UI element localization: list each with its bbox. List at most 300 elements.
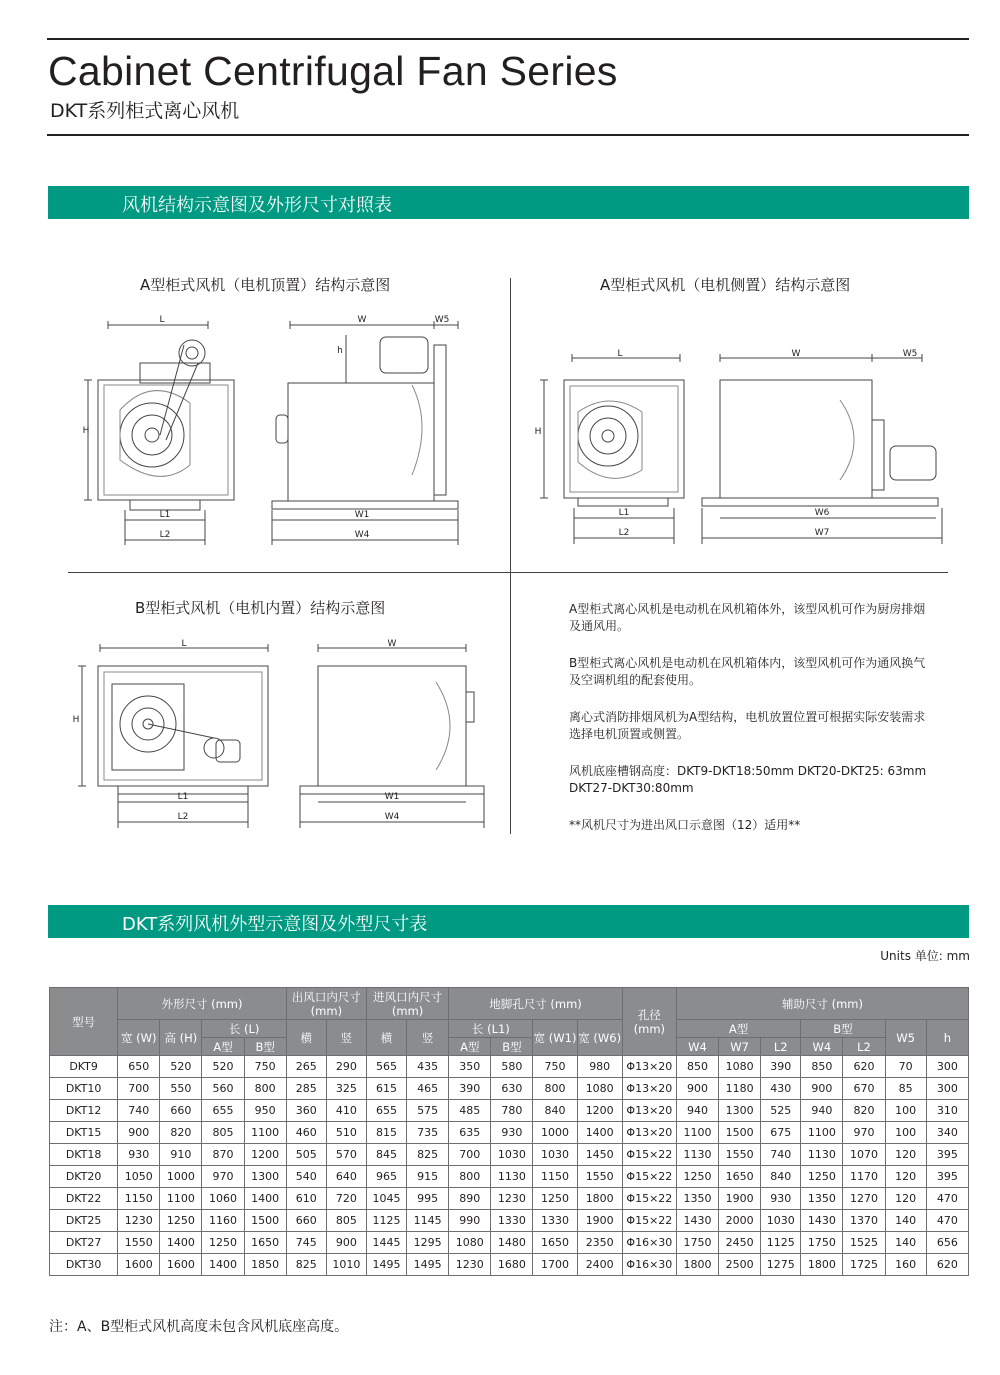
units-label: Units 单位: mm <box>880 949 970 963</box>
table-cell: 780 <box>491 1100 533 1122</box>
table-cell: 395 <box>926 1144 968 1166</box>
table-cell: 120 <box>885 1166 926 1188</box>
table-row <box>50 1100 969 1122</box>
dimensions-table <box>49 987 969 1276</box>
th-a-w7: W7 <box>719 1038 761 1056</box>
dim-L-side: L <box>617 349 623 359</box>
table-cell: 470 <box>926 1210 968 1232</box>
table-cell: 950 <box>244 1100 286 1122</box>
model-cell: DKT10 <box>50 1078 118 1100</box>
table-cell: 995 <box>407 1188 449 1210</box>
table-cell: 520 <box>202 1056 244 1078</box>
dim-L2-b: L2 <box>177 812 189 822</box>
table-cell: 620 <box>843 1056 885 1078</box>
table-cell: 820 <box>160 1122 202 1144</box>
th-inlet-horizontal: 横 <box>366 1020 406 1056</box>
model-cell: DKT22 <box>50 1188 118 1210</box>
table-cell: 1350 <box>801 1188 843 1210</box>
table-cell: 1130 <box>676 1144 718 1166</box>
dim-L2-side: L2 <box>618 528 630 538</box>
table-cell: 900 <box>801 1078 843 1100</box>
dim-W6: W6 <box>814 508 830 518</box>
table-cell: 745 <box>286 1232 326 1254</box>
th-aux-type-a: A型 <box>676 1020 800 1038</box>
table-cell: 505 <box>286 1144 326 1166</box>
dim-W4: W4 <box>354 530 370 540</box>
th-b-l2: L2 <box>843 1038 885 1056</box>
table-cell: 340 <box>926 1122 968 1144</box>
table-cell: 120 <box>885 1144 926 1166</box>
note-a-type: A型柜式离心风机是电动机在风机箱体外，该型风机可作为厨房排烟及通风用。 <box>569 602 926 633</box>
table-cell: 1100 <box>801 1122 843 1144</box>
table-cell: 910 <box>160 1144 202 1166</box>
table-cell: 1525 <box>843 1232 885 1254</box>
table-cell: 805 <box>202 1122 244 1144</box>
dim-W4-b: W4 <box>384 812 400 822</box>
table-cell: 1350 <box>676 1188 718 1210</box>
table-cell: Φ13×20 <box>622 1078 676 1100</box>
table-cell: 700 <box>449 1144 491 1166</box>
dim-L-b: L <box>181 639 187 649</box>
table-cell: 675 <box>761 1122 801 1144</box>
note-b-type: B型柜式离心风机是电动机在风机箱体内，该型风机可作为通风换气及空调机组的配套使用。 <box>569 656 926 687</box>
th-width: 宽 (W) <box>118 1020 160 1056</box>
table-cell: 1495 <box>366 1254 406 1276</box>
table-cell: 1000 <box>533 1122 577 1144</box>
table-row <box>50 1254 969 1276</box>
table-cell: 560 <box>202 1078 244 1100</box>
table-cell: 840 <box>533 1100 577 1122</box>
th-aux-type-b: B型 <box>801 1020 885 1038</box>
table-cell: 1200 <box>577 1100 622 1122</box>
table-cell: 735 <box>407 1122 449 1144</box>
table-cell: 2500 <box>719 1254 761 1276</box>
table-cell: 1130 <box>801 1144 843 1166</box>
dim-H-b: H <box>72 715 80 725</box>
table-cell: 2000 <box>719 1210 761 1232</box>
table-cell: 290 <box>326 1056 366 1078</box>
table-cell: Φ15×22 <box>622 1166 676 1188</box>
table-cell: 1000 <box>160 1166 202 1188</box>
table-cell: 1550 <box>719 1144 761 1166</box>
table-cell: 1400 <box>577 1122 622 1144</box>
dim-W1: W1 <box>354 510 370 520</box>
dim-W5-side: W5 <box>902 349 918 359</box>
th-h: h <box>926 1020 968 1056</box>
diagram-divider-horizontal <box>68 572 948 573</box>
table-cell: 750 <box>244 1056 286 1078</box>
table-cell: 120 <box>885 1188 926 1210</box>
th-w5: W5 <box>885 1020 926 1056</box>
table-cell: 800 <box>244 1078 286 1100</box>
table-cell: 1130 <box>491 1166 533 1188</box>
dim-H: H <box>82 426 90 436</box>
page-title-cn: DKT系列柜式离心风机 <box>50 100 240 122</box>
table-cell: 1030 <box>491 1144 533 1166</box>
table-cell: 1300 <box>244 1166 286 1188</box>
table-cell: 1300 <box>719 1100 761 1122</box>
table-cell: 1150 <box>118 1188 160 1210</box>
table-cell: 800 <box>533 1078 577 1100</box>
th-b-w4: W4 <box>801 1038 843 1056</box>
diagram-a-side-title: A型柜式风机（电机侧置）结构示意图 <box>600 276 851 294</box>
table-cell: 1080 <box>719 1056 761 1078</box>
table-cell: 1100 <box>676 1122 718 1144</box>
table-cell: 900 <box>118 1122 160 1144</box>
table-cell: 990 <box>449 1210 491 1232</box>
table-cell: 1160 <box>202 1210 244 1232</box>
table-cell: 1250 <box>676 1166 718 1188</box>
th-outlet: 出风口内尺寸 (mm) <box>286 988 366 1020</box>
dim-H-side: H <box>534 427 542 437</box>
table-cell: 1250 <box>801 1166 843 1188</box>
th-hole-dia: 孔径 (mm) <box>622 988 676 1056</box>
th-length-l1: 长 (L1) <box>449 1020 533 1038</box>
table-cell: 1080 <box>449 1232 491 1254</box>
table-cell: 965 <box>366 1166 406 1188</box>
table-cell: 100 <box>885 1100 926 1122</box>
th-outlet-horizontal: 横 <box>286 1020 326 1056</box>
dim-W-side: W <box>791 349 801 359</box>
dim-W7: W7 <box>814 528 830 538</box>
section-structure-band <box>48 186 969 219</box>
table-cell: Φ15×22 <box>622 1144 676 1166</box>
table-cell: 630 <box>491 1078 533 1100</box>
table-cell: 1100 <box>244 1122 286 1144</box>
table-cell: 970 <box>202 1166 244 1188</box>
table-cell: 1050 <box>118 1166 160 1188</box>
model-cell: DKT27 <box>50 1232 118 1254</box>
table-cell: 160 <box>885 1254 926 1276</box>
table-cell: 1750 <box>801 1232 843 1254</box>
table-cell: 1230 <box>491 1188 533 1210</box>
table-cell: 1150 <box>533 1166 577 1188</box>
dim-h: h <box>337 346 343 356</box>
table-cell: 1800 <box>676 1254 718 1276</box>
table-cell: 410 <box>326 1100 366 1122</box>
table-cell: 1900 <box>577 1210 622 1232</box>
dim-W-b: W <box>387 639 397 649</box>
section-dimensions-band <box>48 905 969 938</box>
table-cell: 1600 <box>118 1254 160 1276</box>
table-cell: 1030 <box>533 1144 577 1166</box>
table-cell: 485 <box>449 1100 491 1122</box>
table-row <box>50 1210 969 1232</box>
table-cell: 390 <box>449 1078 491 1100</box>
table-row <box>50 1188 969 1210</box>
table-cell: 1295 <box>407 1232 449 1254</box>
table-cell: 1700 <box>533 1254 577 1276</box>
table-cell: 825 <box>407 1144 449 1166</box>
table-cell: 430 <box>761 1078 801 1100</box>
table-cell: 820 <box>843 1100 885 1122</box>
table-cell: 1230 <box>118 1210 160 1232</box>
table-cell: 1330 <box>491 1210 533 1232</box>
table-cell: 1400 <box>202 1254 244 1276</box>
table-cell: 870 <box>202 1144 244 1166</box>
table-cell: 740 <box>761 1144 801 1166</box>
table-cell: 635 <box>449 1122 491 1144</box>
table-cell: 2350 <box>577 1232 622 1254</box>
table-cell: 1370 <box>843 1210 885 1232</box>
table-cell: 1330 <box>533 1210 577 1232</box>
table-cell: 1400 <box>244 1188 286 1210</box>
th-inlet-vertical: 竖 <box>407 1020 449 1056</box>
table-cell: 980 <box>577 1056 622 1078</box>
table-cell: 525 <box>761 1100 801 1122</box>
diagram-b-front-view <box>68 640 288 835</box>
note-fire-exhaust: 离心式消防排烟风机为A型结构，电机放置位置可根据实际安装需求选择电机顶置或侧置。 <box>569 710 926 741</box>
th-l1-type-a: A型 <box>449 1038 491 1056</box>
table-cell: Φ13×20 <box>622 1100 676 1122</box>
model-cell: DKT20 <box>50 1166 118 1188</box>
table-cell: 1250 <box>202 1232 244 1254</box>
table-cell: 1480 <box>491 1232 533 1254</box>
table-cell: 460 <box>286 1122 326 1144</box>
table-cell: 1500 <box>719 1122 761 1144</box>
table-cell: 1270 <box>843 1188 885 1210</box>
model-cell: DKT25 <box>50 1210 118 1232</box>
dim-L1-side: L1 <box>618 508 630 518</box>
dim-L2: L2 <box>159 530 171 540</box>
th-l1-type-b: B型 <box>491 1038 533 1056</box>
table-cell: 300 <box>926 1078 968 1100</box>
table-row <box>50 1232 969 1254</box>
diagram-divider-vertical <box>510 278 511 834</box>
table-cell: 1850 <box>244 1254 286 1276</box>
table-cell: 800 <box>449 1166 491 1188</box>
th-width-w6: 宽 (W6) <box>577 1020 622 1056</box>
table-row <box>50 1122 969 1144</box>
th-outline: 外形尺寸 (mm) <box>118 988 287 1020</box>
table-cell: 540 <box>286 1166 326 1188</box>
table-cell: 570 <box>326 1144 366 1166</box>
table-cell: 465 <box>407 1078 449 1100</box>
table-cell: 550 <box>160 1078 202 1100</box>
table-cell: 395 <box>926 1166 968 1188</box>
table-cell: 1010 <box>326 1254 366 1276</box>
table-cell: 1800 <box>577 1188 622 1210</box>
table-cell: 140 <box>885 1232 926 1254</box>
diagram-a-top-title: A型柜式风机（电机顶置）结构示意图 <box>140 276 391 294</box>
model-cell: DKT12 <box>50 1100 118 1122</box>
table-cell: Φ16×30 <box>622 1254 676 1276</box>
table-cell: 2450 <box>719 1232 761 1254</box>
table-cell: 1725 <box>843 1254 885 1276</box>
table-cell: 1430 <box>801 1210 843 1232</box>
table-cell: 1125 <box>366 1210 406 1232</box>
table-cell: 1030 <box>761 1210 801 1232</box>
table-row <box>50 1144 969 1166</box>
table-cell: 1495 <box>407 1254 449 1276</box>
table-cell: 900 <box>676 1078 718 1100</box>
table-cell: Φ13×20 <box>622 1056 676 1078</box>
table-cell: 1200 <box>244 1144 286 1166</box>
table-cell: 1080 <box>577 1078 622 1100</box>
table-cell: 1650 <box>244 1232 286 1254</box>
diagram-a-top-front-view <box>80 315 250 550</box>
table-cell: 1275 <box>761 1254 801 1276</box>
table-cell: 940 <box>801 1100 843 1122</box>
th-outlet-vertical: 竖 <box>326 1020 366 1056</box>
table-cell: 700 <box>118 1078 160 1100</box>
th-model: 型号 <box>50 988 118 1056</box>
note-applicability: **风机尺寸为进出风口示意图（12）适用** <box>569 818 801 832</box>
table-cell: 575 <box>407 1100 449 1122</box>
table-cell: 615 <box>366 1078 406 1100</box>
table-cell: 1650 <box>719 1166 761 1188</box>
model-cell: DKT18 <box>50 1144 118 1166</box>
table-cell: 70 <box>885 1056 926 1078</box>
table-cell: 520 <box>160 1056 202 1078</box>
top-rule <box>47 38 969 40</box>
table-cell: 1680 <box>491 1254 533 1276</box>
table-cell: 930 <box>491 1122 533 1144</box>
table-cell: Φ13×20 <box>622 1122 676 1144</box>
table-cell: 565 <box>366 1056 406 1078</box>
table-cell: 1180 <box>719 1078 761 1100</box>
dim-W1-b: W1 <box>384 792 400 802</box>
table-cell: 970 <box>843 1122 885 1144</box>
table-cell: 390 <box>761 1056 801 1078</box>
table-cell: 900 <box>326 1232 366 1254</box>
th-height: 高 (H) <box>160 1020 202 1056</box>
table-cell: 1250 <box>533 1188 577 1210</box>
model-cell: DKT30 <box>50 1254 118 1276</box>
table-cell: 350 <box>449 1056 491 1078</box>
th-length-type-b: B型 <box>244 1038 286 1056</box>
table-cell: 1100 <box>160 1188 202 1210</box>
table-cell: 1550 <box>577 1166 622 1188</box>
table-cell: 850 <box>676 1056 718 1078</box>
dim-W5: W5 <box>434 315 450 325</box>
table-cell: 470 <box>926 1188 968 1210</box>
table-cell: 1450 <box>577 1144 622 1166</box>
table-cell: 656 <box>926 1232 968 1254</box>
table-cell: 1650 <box>533 1232 577 1254</box>
table-cell: 720 <box>326 1188 366 1210</box>
table-cell: 930 <box>761 1188 801 1210</box>
table-cell: 840 <box>761 1166 801 1188</box>
table-cell: 435 <box>407 1056 449 1078</box>
table-cell: 1045 <box>366 1188 406 1210</box>
table-cell: 2400 <box>577 1254 622 1276</box>
table-cell: 1145 <box>407 1210 449 1232</box>
table-cell: 655 <box>202 1100 244 1122</box>
table-cell: 100 <box>885 1122 926 1144</box>
table-cell: 1400 <box>160 1232 202 1254</box>
note-base-channel: 风机底座槽钢高度：DKT9-DKT18:50mm DKT20-DKT25: 63mm DKT27-DKT30:80mm <box>569 764 927 795</box>
table-cell: 1445 <box>366 1232 406 1254</box>
structure-notes <box>569 601 929 854</box>
table-cell: 265 <box>286 1056 326 1078</box>
table-cell: 850 <box>801 1056 843 1078</box>
table-cell: 285 <box>286 1078 326 1100</box>
th-length-type-a: A型 <box>202 1038 244 1056</box>
table-cell: Φ16×30 <box>622 1232 676 1254</box>
th-width-w1: 宽 (W1) <box>533 1020 577 1056</box>
table-cell: 1170 <box>843 1166 885 1188</box>
table-cell: 1070 <box>843 1144 885 1166</box>
diagram-a-side-front-view <box>530 350 700 550</box>
th-a-w4: W4 <box>676 1038 718 1056</box>
table-cell: 510 <box>326 1122 366 1144</box>
table-cell: 940 <box>676 1100 718 1122</box>
table-cell: 1900 <box>719 1188 761 1210</box>
table-cell: Φ15×22 <box>622 1188 676 1210</box>
table-cell: 1430 <box>676 1210 718 1232</box>
table-cell: 1125 <box>761 1232 801 1254</box>
table-cell: 325 <box>326 1078 366 1100</box>
th-a-l2: L2 <box>761 1038 801 1056</box>
table-cell: 360 <box>286 1100 326 1122</box>
table-row <box>50 1056 969 1078</box>
table-footnote: 注：A、B型柜式风机高度未包含风机底座高度。 <box>49 1319 349 1335</box>
dim-L1: L1 <box>159 510 171 520</box>
table-cell: 890 <box>449 1188 491 1210</box>
table-cell: 620 <box>926 1254 968 1276</box>
table-cell: 610 <box>286 1188 326 1210</box>
diagram-a-side-side-view <box>700 350 950 550</box>
table-cell: 1800 <box>801 1254 843 1276</box>
dim-W: W <box>357 315 367 325</box>
table-cell: 140 <box>885 1210 926 1232</box>
th-length: 长 (L) <box>202 1020 286 1038</box>
dim-L: L <box>159 315 165 325</box>
th-aux: 辅助尺寸 (mm) <box>676 988 968 1020</box>
dim-L1-b: L1 <box>177 792 189 802</box>
table-cell: 1550 <box>118 1232 160 1254</box>
table-cell: 655 <box>366 1100 406 1122</box>
section-structure-title: 风机结构示意图及外形尺寸对照表 <box>122 195 392 216</box>
diagram-b-side-view <box>296 640 496 835</box>
table-cell: 660 <box>160 1100 202 1122</box>
dimensions-table-body <box>50 1056 969 1276</box>
model-cell: DKT15 <box>50 1122 118 1144</box>
table-cell: 580 <box>491 1056 533 1078</box>
th-inlet: 进风口内尺寸 (mm) <box>366 988 448 1020</box>
table-row <box>50 1078 969 1100</box>
page-title-en: Cabinet Centrifugal Fan Series <box>48 48 618 94</box>
header-bottom-rule <box>47 134 969 136</box>
section-dimensions-title: DKT系列风机外型示意图及外型尺寸表 <box>122 914 428 935</box>
th-footholes: 地脚孔尺寸 (mm) <box>449 988 623 1020</box>
table-cell: 915 <box>407 1166 449 1188</box>
table-cell: 670 <box>843 1078 885 1100</box>
table-cell: 640 <box>326 1166 366 1188</box>
table-cell: 1750 <box>676 1232 718 1254</box>
table-cell: 805 <box>326 1210 366 1232</box>
table-cell: 310 <box>926 1100 968 1122</box>
table-cell: 1250 <box>160 1210 202 1232</box>
table-cell: 750 <box>533 1056 577 1078</box>
table-cell: 845 <box>366 1144 406 1166</box>
table-cell: 660 <box>286 1210 326 1232</box>
table-cell: 85 <box>885 1078 926 1100</box>
table-cell: 1500 <box>244 1210 286 1232</box>
table-row <box>50 1166 969 1188</box>
table-cell: 1060 <box>202 1188 244 1210</box>
table-cell: 930 <box>118 1144 160 1166</box>
table-cell: 815 <box>366 1122 406 1144</box>
table-cell: 1600 <box>160 1254 202 1276</box>
diagram-b-title: B型柜式风机（电机内置）结构示意图 <box>135 599 386 617</box>
table-cell: 1230 <box>449 1254 491 1276</box>
table-cell: Φ15×22 <box>622 1210 676 1232</box>
model-cell: DKT9 <box>50 1056 118 1078</box>
table-cell: 650 <box>118 1056 160 1078</box>
diagram-a-top-side-view <box>262 315 472 550</box>
